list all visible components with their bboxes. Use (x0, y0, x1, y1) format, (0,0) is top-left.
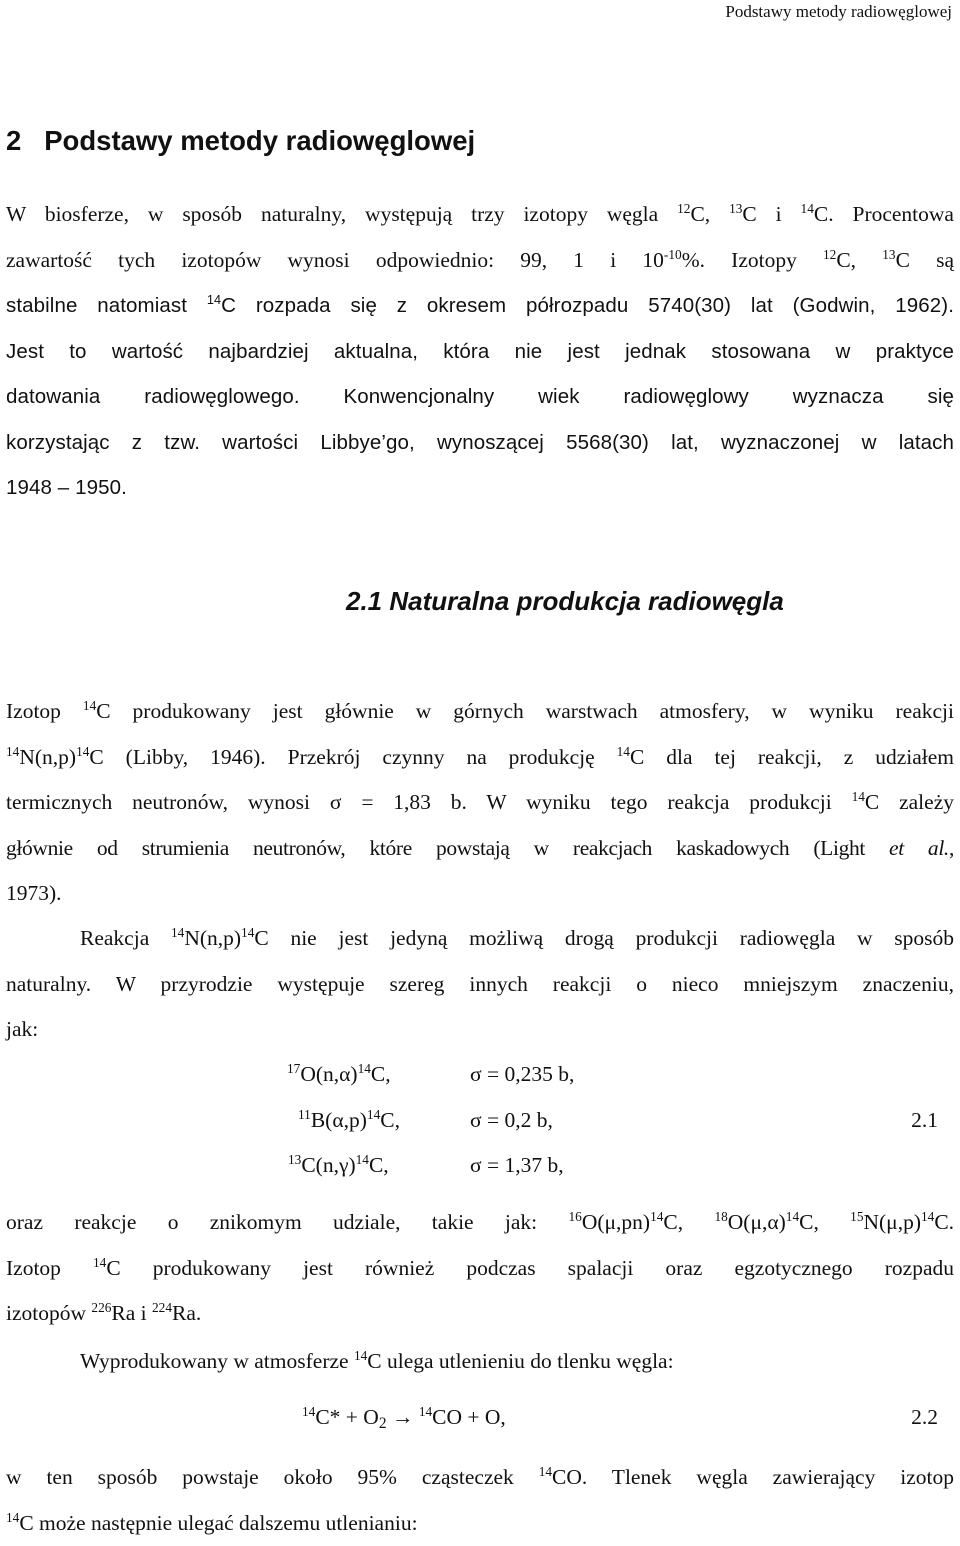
text-run: C rozpada się z okresem półrozpadu 5740(30) lat (Godwin, 1962). (221, 294, 954, 317)
text-run: C, (380, 1108, 400, 1132)
superscript: 14 (6, 1509, 19, 1524)
text-run: CO + O, (432, 1405, 506, 1429)
text-run: oraz reakcje o znikomym udziale, takie jak: (6, 1210, 568, 1234)
superscript: 14 (539, 1464, 552, 1479)
superscript: 14 (801, 201, 814, 216)
chapter-number: 2 (6, 125, 21, 156)
text-run: O(n,α) (300, 1062, 357, 1086)
superscript: 12 (677, 201, 690, 216)
text-run: N(μ,p) (863, 1210, 921, 1234)
section-title: Naturalna produkcja radiowęgla (389, 586, 783, 616)
equation-number: 2.2 (911, 1405, 938, 1430)
text-run: C są (896, 248, 954, 272)
sigma-value: σ = 0,2 b, (470, 1108, 553, 1133)
text-line: naturalny. W przyrodzie występuje szereg innych reakcji o nieco mniejszym znaczeniu, (6, 962, 954, 1008)
section-heading (346, 586, 784, 617)
text-run: C. Procentowa (814, 202, 954, 226)
superscript: 14 (367, 1107, 380, 1122)
text-run: , (949, 836, 954, 860)
text-run: C (Libby, 1946). Przekrój czynny na produkcję (89, 745, 616, 769)
superscript: 14 (302, 1404, 315, 1419)
paragraph-oxidation (6, 1339, 954, 1385)
text-line: 1973). (6, 871, 954, 917)
text-run: C ulega utlenieniu do tlenku węgla: (367, 1349, 673, 1373)
text-run: O(μ,pn) (582, 1210, 650, 1234)
superscript: 14 (358, 1061, 371, 1076)
equation-number: 2.1 (911, 1108, 938, 1133)
superscript: 14 (83, 698, 96, 713)
paragraph-other-reactions (6, 916, 954, 1053)
text-run: Ra i (111, 1301, 152, 1325)
superscript: 17 (287, 1061, 300, 1076)
text-run: stabilne natomiast (6, 294, 207, 317)
text-run: W biosferze, w sposób naturalny, występują trzy izotopy węgla (6, 202, 677, 226)
superscript: 14 (171, 925, 184, 940)
text-run: Ra. (172, 1301, 201, 1325)
reaction-c13 (288, 1153, 389, 1178)
superscript: 14 (921, 1209, 934, 1224)
text-run: C, (663, 1210, 714, 1234)
text-line (6, 1455, 954, 1501)
text-run: C, (371, 1062, 391, 1086)
oxidation-reaction (302, 1405, 506, 1430)
superscript: 14 (650, 1209, 663, 1224)
superscript: 12 (823, 246, 836, 261)
text-run: C, (836, 248, 882, 272)
text-run: C nie jest jedyną możliwą drogą produkcji radiowęgla w sposób (254, 926, 954, 950)
superscript: 14 (207, 292, 221, 307)
text-line (6, 826, 954, 872)
running-head: Podstawy metody radiowęglowej (725, 2, 952, 22)
superscript: -10 (664, 246, 682, 261)
text-line: korzystając z tzw. wartości Libbye’go, wynoszącej 5568(30) lat, wyznaczonej w latach (6, 420, 954, 466)
superscript: 13 (288, 1152, 301, 1167)
section-number: 2.1 (346, 586, 382, 616)
text-run: C, (799, 1210, 850, 1234)
text-line (6, 283, 954, 329)
text-line (6, 689, 954, 735)
text-line (6, 1291, 954, 1337)
text-run: B(α,p) (311, 1108, 367, 1132)
superscript: 11 (298, 1107, 311, 1122)
text-line: 1948 – 1950. (6, 465, 954, 511)
superscript: 14 (786, 1209, 799, 1224)
superscript: 14 (356, 1152, 369, 1167)
text-run: O(μ,α) (728, 1210, 786, 1234)
text-line (6, 1501, 954, 1546)
reaction-o17 (287, 1062, 391, 1087)
text-run: Reakcja (80, 926, 171, 950)
text-run: Izotop (6, 1256, 93, 1280)
sigma-value: σ = 1,37 b, (470, 1153, 564, 1178)
text-line (6, 1339, 954, 1385)
text-line (6, 1200, 954, 1246)
text-run: w ten sposób powstaje około 95% cząsteczek (6, 1465, 539, 1489)
text-run: C produkowany jest również podczas spalacji oraz egzotycznego rozpadu (106, 1256, 954, 1280)
text-run: C dla tej reakcji, z udziałem (630, 745, 954, 769)
text-run: C i (742, 202, 800, 226)
text-run: N(n,p) (19, 745, 76, 769)
paragraph-intro (6, 192, 954, 511)
superscript: 18 (714, 1209, 727, 1224)
text-line (6, 916, 954, 962)
chapter-heading (6, 125, 475, 157)
superscript: 14 (241, 925, 254, 940)
text-run: N(n,p) (184, 926, 241, 950)
paragraph-production (6, 689, 954, 917)
text-line (6, 238, 954, 284)
text-run: C, (369, 1153, 389, 1177)
superscript: 14 (76, 743, 89, 758)
superscript: 14 (354, 1348, 367, 1363)
text-line (6, 735, 954, 781)
text-run: głównie od strumienia neutronów, które powstają w reakcjach kaskadowych (Light (6, 836, 889, 860)
paragraph-minor-reactions (6, 1200, 954, 1337)
superscript: 16 (568, 1209, 581, 1224)
text-run: C może następnie ulegać dalszemu utlenianiu: (19, 1511, 417, 1535)
text-line: Jest to wartość najbardziej aktualna, która nie jest jednak stosowana w praktyce (6, 329, 954, 375)
text-line: datowania radiowęglowego. Konwencjonalny wiek radiowęglowy wyznacza się (6, 374, 954, 420)
text-run: C. (934, 1210, 954, 1234)
text-run: %. Izotopy (682, 248, 823, 272)
superscript: 13 (729, 201, 742, 216)
text-run: C produkowany jest głównie w górnych warstwach atmosfery, w wyniku reakcji (96, 699, 954, 723)
superscript: 14 (852, 789, 865, 804)
text-run: C zależy (865, 790, 954, 814)
text-line (6, 192, 954, 238)
superscript: 14 (93, 1254, 106, 1269)
text-run: Wyprodukowany w atmosferze (80, 1349, 354, 1373)
text-line (6, 780, 954, 826)
text-run: C(n,γ) (301, 1153, 355, 1177)
arrow-icon: → (387, 1405, 419, 1429)
text-line (6, 1246, 954, 1292)
text-run: C, (690, 202, 729, 226)
text-line: jak: (6, 1007, 954, 1053)
chapter-title: Podstawy metody radiowęglowej (44, 125, 475, 156)
superscript: 224 (152, 1300, 172, 1315)
text-run: CO. Tlenek węgla zawierający izotop (552, 1465, 954, 1489)
superscript: 13 (882, 246, 895, 261)
superscript: 14 (617, 743, 630, 758)
text-run: termicznych neutronów, wynosi σ = 1,83 b. W wyniku tego reakcja produkcji (6, 790, 852, 814)
text-run: zawartość tych izotopów wynosi odpowiednio: 99, 1 i 10 (6, 248, 664, 272)
superscript: 14 (6, 743, 19, 758)
text-run: Izotop (6, 699, 83, 723)
paragraph-co-fraction (6, 1455, 954, 1546)
superscript: 14 (419, 1404, 432, 1419)
text-run: izotopów (6, 1301, 91, 1325)
superscript: 15 (850, 1209, 863, 1224)
sigma-value: σ = 0,235 b, (470, 1062, 574, 1087)
subscript: 2 (379, 1415, 387, 1432)
superscript: 226 (91, 1300, 111, 1315)
italic-text: et al. (889, 836, 949, 860)
text-run: C* + O (315, 1405, 379, 1429)
reaction-b11 (298, 1108, 400, 1133)
